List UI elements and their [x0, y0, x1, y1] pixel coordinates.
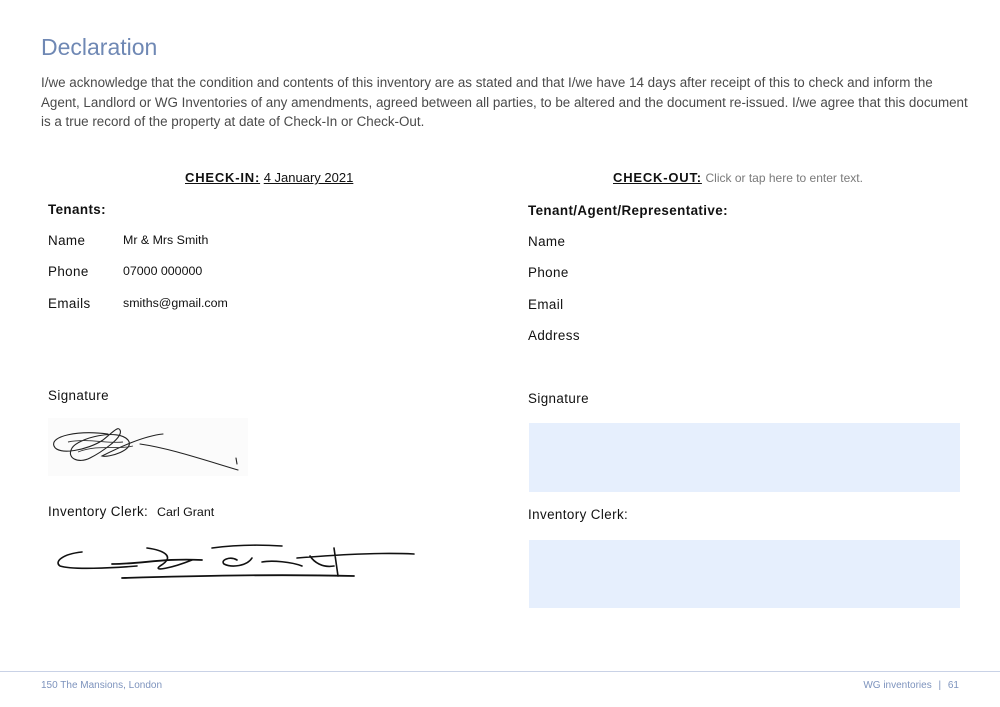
footer-address: 150 The Mansions, London	[41, 680, 163, 691]
checkin-emails-label: Emails	[48, 296, 91, 311]
checkin-emails-value[interactable]: smiths@gmail.com	[123, 296, 228, 310]
checkin-label: CHECK-IN:	[185, 170, 261, 185]
checkin-name-value[interactable]: Mr & Mrs Smith	[123, 233, 209, 247]
checkin-header	[185, 170, 353, 185]
footer-page-number: 61	[947, 680, 959, 691]
footer-company: WG inventories	[863, 680, 932, 691]
checkin-signature-label: Signature	[48, 388, 109, 403]
checkout-name-label: Name	[528, 234, 566, 249]
checkout-header	[613, 170, 863, 185]
checkin-date[interactable]: 4 January 2021	[263, 170, 354, 185]
checkout-clerk-signature-box[interactable]	[529, 540, 960, 608]
page-title: Declaration	[41, 34, 158, 60]
checkin-phone-value[interactable]: 07000 000000	[123, 264, 203, 278]
checkout-signature-label: Signature	[528, 391, 589, 406]
checkout-email-label: Email	[528, 297, 564, 312]
checkout-address-label: Address	[528, 328, 580, 343]
checkout-clerk-label: Inventory Clerk:	[528, 507, 629, 522]
footer-separator: |	[938, 680, 942, 691]
footer-right	[863, 680, 959, 691]
checkout-signature-box[interactable]	[529, 423, 960, 492]
footer-divider	[0, 671, 1000, 672]
tenant-signature-image	[48, 418, 248, 476]
clerk-signature-image	[52, 538, 417, 586]
checkout-phone-label: Phone	[528, 265, 569, 280]
checkin-clerk-value[interactable]: Carl Grant	[157, 505, 215, 519]
declaration-text: I/we acknowledge that the condition and contents of this inventory are as stated and that I/we have 14 days after receipt of this to check and inform the Agent, Landlord or WG Inventories of any amendments, agreed between all parties, to be altered and the document re-issued. I/we agree that this document is a true record of the property at date of Check-In or Check-Out.	[41, 75, 968, 129]
tenants-label: Tenants:	[48, 202, 107, 217]
checkin-clerk-label: Inventory Clerk:	[48, 504, 149, 519]
checkin-name-label: Name	[48, 233, 86, 248]
checkin-phone-label: Phone	[48, 264, 89, 279]
checkout-party-label: Tenant/Agent/Representative:	[528, 203, 728, 218]
checkout-label: CHECK-OUT:	[613, 170, 702, 185]
checkout-date-field[interactable]: Click or tap here to enter text.	[705, 171, 863, 185]
